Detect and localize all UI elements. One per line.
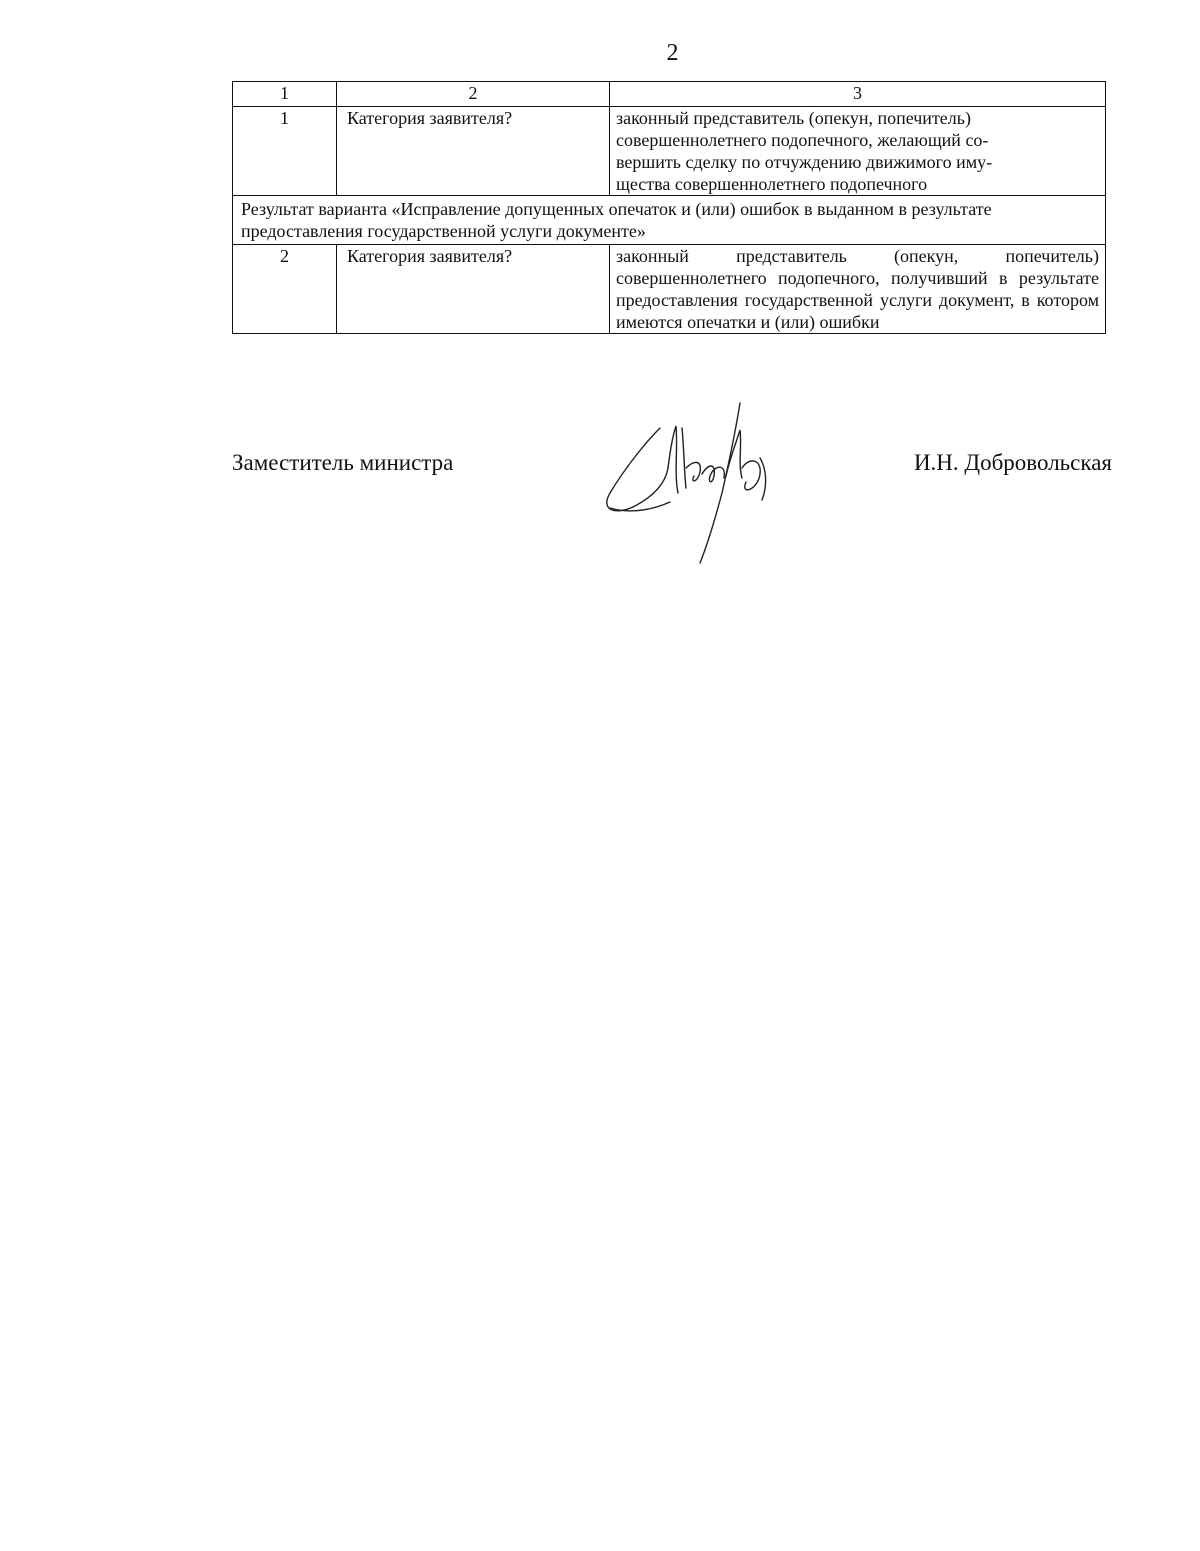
column-header-3: 3 [610, 82, 1106, 107]
description-line: законный представитель (опекун, попечитель) [616, 108, 971, 128]
merged-result-row [233, 196, 1106, 245]
applicant-description-cell: законный представитель (опекун, попечитель) совершеннолетнего подопечного, получивший в результате предоставления государственной услуги документ, в котором имеются опечатки и (или) ошибки [610, 245, 1106, 334]
applicant-category-cell: Категория заявителя? [337, 245, 610, 334]
column-header-2: 2 [337, 82, 610, 107]
table-row [233, 245, 1106, 334]
page-number: 2 [666, 40, 679, 66]
signer-name: И.Н. Добровольская [913, 450, 1112, 475]
signer-title: Заместитель министра [232, 450, 454, 475]
column-header-1: 1 [233, 82, 337, 107]
row-number: 1 [233, 107, 337, 196]
description-line: щества совершеннолетнего подопечного [616, 174, 928, 194]
description-line: совершеннолетнего подопечного, желающий со- [616, 130, 989, 150]
document-table [232, 81, 1106, 334]
table-header-row [233, 82, 1106, 107]
applicant-description-cell [610, 107, 1106, 196]
variant-result-text: Результат варианта «Исправление допущенных опечаток и (или) ошибок в выданном в результате предоставления государственной услуги документе» [233, 196, 1106, 245]
applicant-category-cell: Категория заявителя? [337, 107, 610, 196]
row-number: 2 [233, 245, 337, 334]
description-line: вершить сделку по отчуждению движимого иму- [616, 152, 993, 172]
table-row [233, 107, 1106, 196]
handwritten-signature [590, 398, 790, 568]
